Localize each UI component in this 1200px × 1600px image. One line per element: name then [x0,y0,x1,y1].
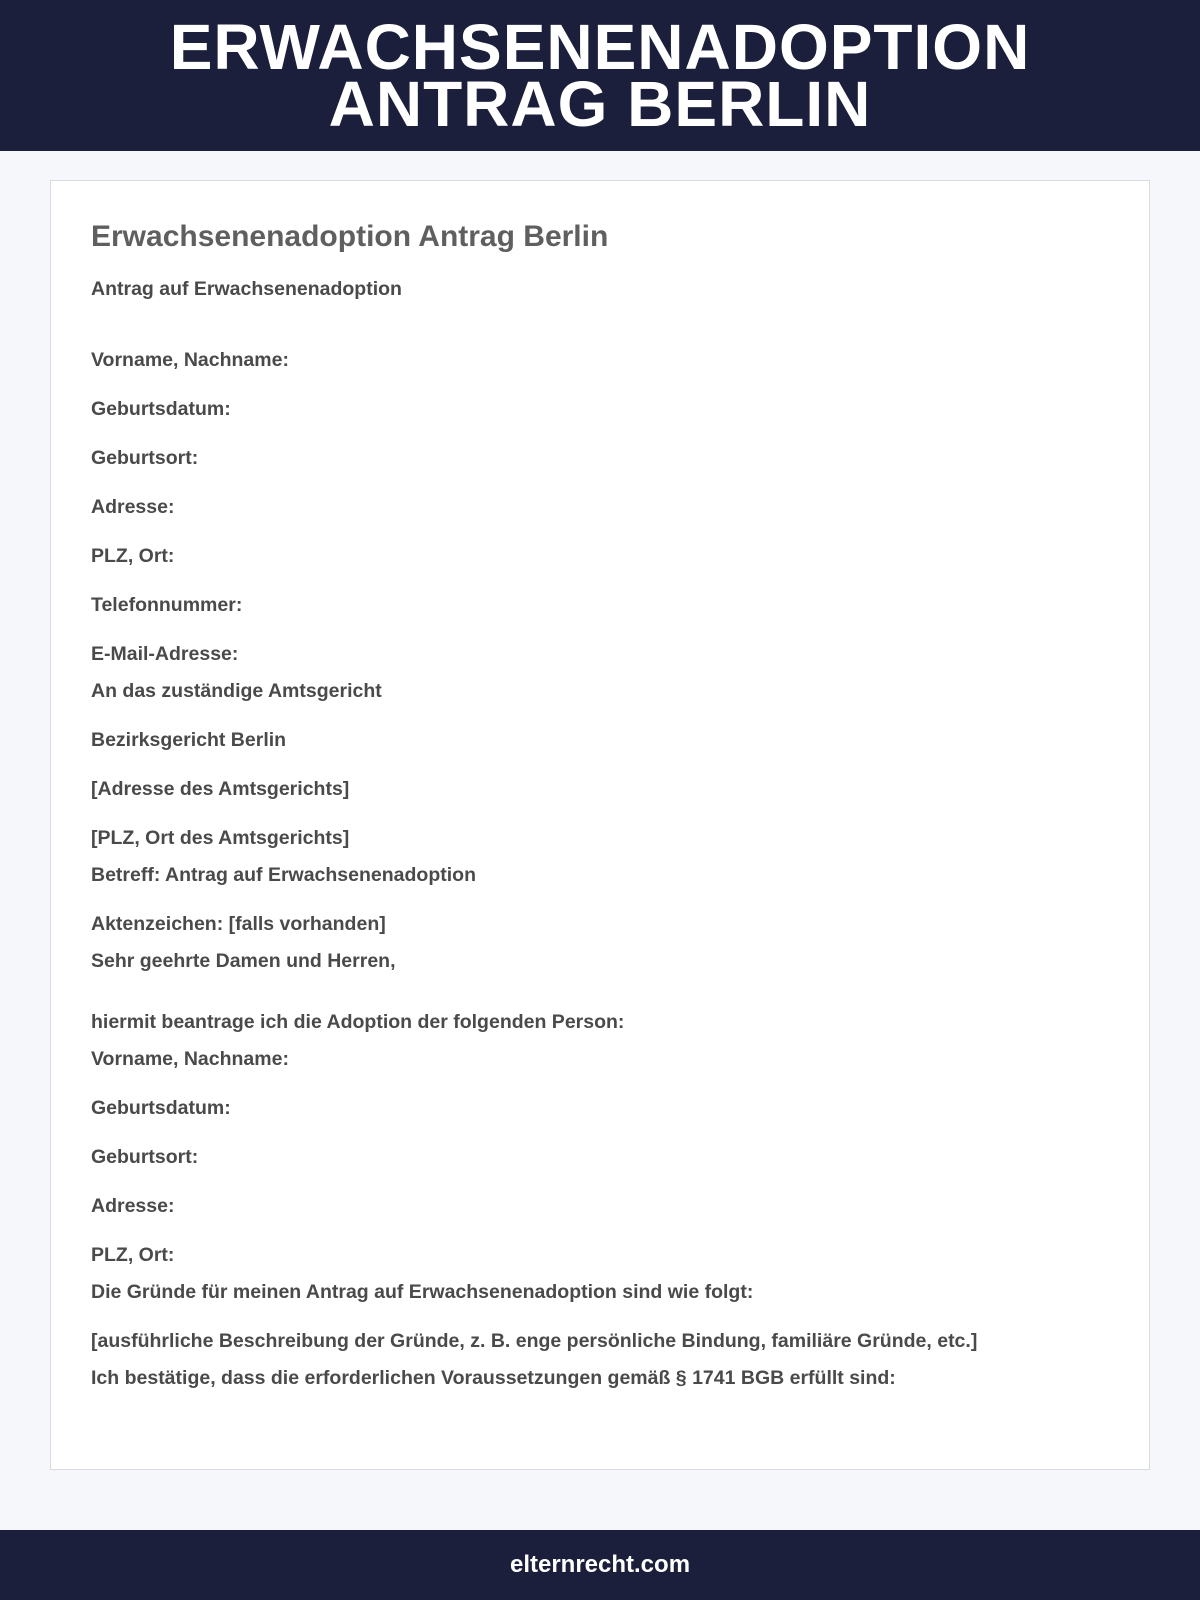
applicant-zip-city-label: PLZ, Ort: [91,545,175,567]
adoptee-address-label: Adresse: [91,1195,175,1217]
adoptee-name-label: Vorname, Nachname: [91,1048,289,1070]
recipient-line: An das zuständige Amtsgericht [91,680,382,702]
footer-site-name: elternrecht.com [509,1551,691,1578]
document-card [50,180,1150,1470]
applicant-name-label: Vorname, Nachname: [91,349,289,371]
adoptee-zip-city-label: PLZ, Ort: [91,1244,175,1266]
court-zip-city-placeholder: [PLZ, Ort des Amtsgerichts] [91,827,350,849]
requirements-confirmation: Ich bestätige, dass die erforderlichen Voraussetzungen gemäß § 1741 BGB erfüllt sind: [91,1367,896,1389]
reasons-intro: Die Gründe für meinen Antrag auf Erwachsenenadoption sind wie folgt: [91,1281,754,1303]
header-banner [0,0,1200,151]
salutation: Sehr geehrte Damen und Herren, [91,950,396,972]
applicant-phone-label: Telefonnummer: [91,594,243,616]
form-heading: Antrag auf Erwachsenenadoption [91,278,402,300]
applicant-email-label: E-Mail-Adresse: [91,643,239,665]
subject-line: Betreff: Antrag auf Erwachsenenadoption [91,864,476,886]
file-number-line: Aktenzeichen: [falls vorhanden] [91,913,386,935]
request-statement: hiermit beantrage ich die Adoption der folgenden Person: [91,1011,625,1033]
applicant-birthdate-label: Geburtsdatum: [91,398,231,420]
banner-title-line-1: ERWACHSENENADOPTION [169,10,1031,83]
court-name: Bezirksgericht Berlin [91,729,287,751]
document-title: Erwachsenenadoption Antrag Berlin [91,220,609,253]
court-address-placeholder: [Adresse des Amtsgerichts] [91,778,350,800]
reasons-placeholder: [ausführliche Beschreibung der Gründe, z. B. enge persönliche Bindung, familiäre Gründe, etc.] [91,1330,978,1352]
applicant-address-label: Adresse: [91,496,175,518]
banner-title-line-2: ANTRAG BERLIN [328,67,872,140]
adoptee-birthplace-label: Geburtsort: [91,1146,199,1168]
adoptee-birthdate-label: Geburtsdatum: [91,1097,231,1119]
footer-bar [0,1530,1200,1600]
applicant-birthplace-label: Geburtsort: [91,447,199,469]
